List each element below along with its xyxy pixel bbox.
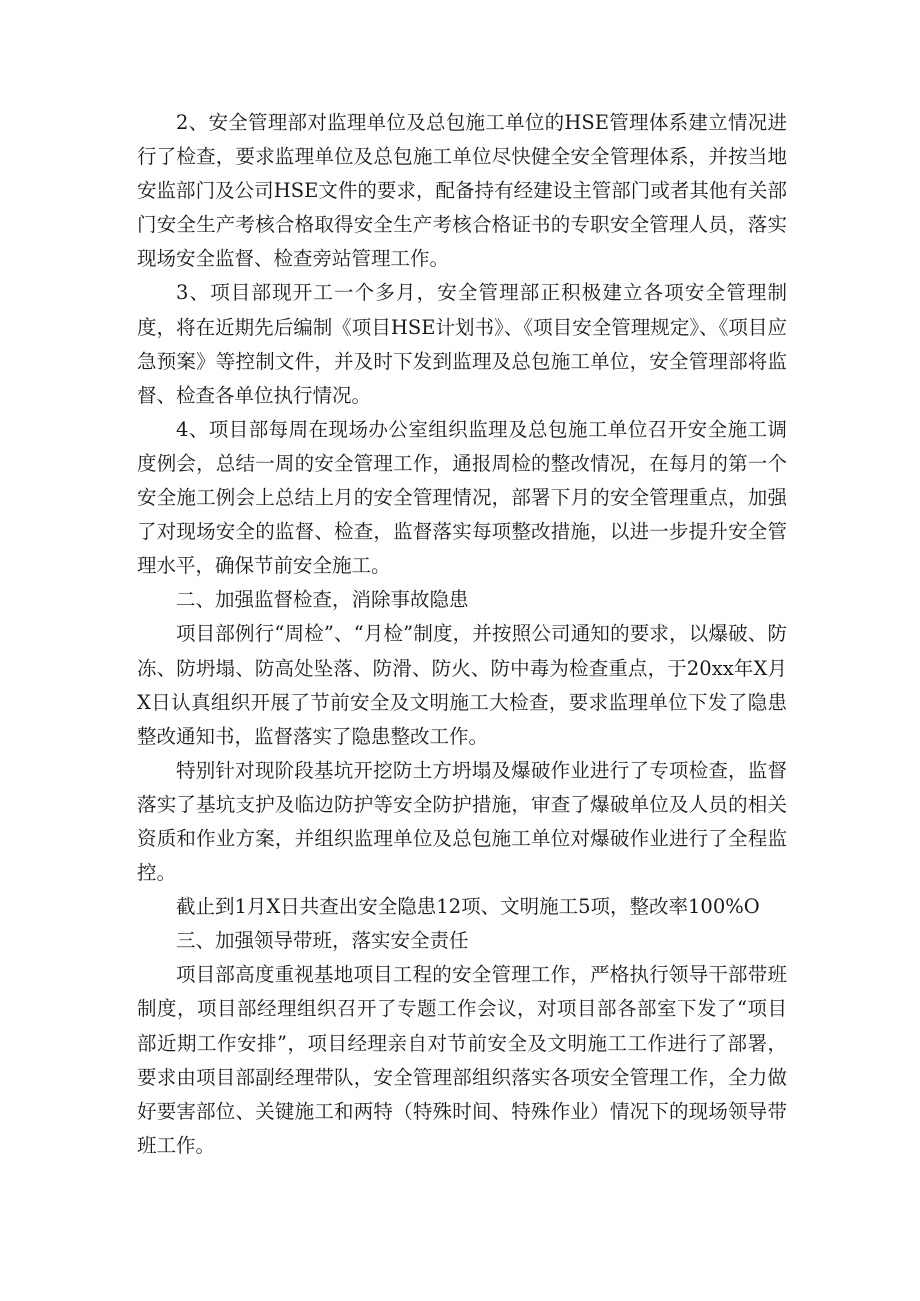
section-heading-2: 二、加强监督检查，消除事故隐患 — [176, 588, 469, 612]
paragraph-special-inspection: 特别针对现阶段基坑开挖防土方坍塌及爆破作业进行了专项检查，监督落实了基坑支护及临边防护等安全防护措施，审查了爆破单位及人员的相关资质和作业方案，并组织监理单位及总包施工单位对爆破作业进行了全程监控。 — [137, 758, 787, 885]
paragraph-inspection: 项目部例行“周检”、“月检”制度，并按照公司通知的要求，以爆破、防冻、防坍塌、防高处坠落、防滑、防火、防中毒为检查重点，于20xx年X月X日认真组织开展了节前安全及文明施工大检查，要求监理单位下发了隐患整改通知书，监督落实了隐患整改工作。 — [137, 622, 787, 748]
section-heading-3: 三、加强领导带班，落实安全责任 — [176, 929, 469, 953]
document-body — [137, 106, 787, 1163]
paragraph-item-4: 4、项目部每周在现场办公室组织监理及总包施工单位召开安全施工调度例会，总结一周的安全管理工作，通报周检的整改情况，在每月的第一个安全施工例会上总结上月的安全管理情况，部署下月的安全管理重点，加强了对现场安全的监督、检查，监督落实每项整改措施，以进一步提升安全管理水平，确保节前安全施工。 — [137, 417, 787, 578]
paragraph-item-2: 2、安全管理部对监理单位及总包施工单位的HSE管理体系建立情况进行了检查，要求监理单位及总包施工单位尽快健全安全管理体系，并按当地安监部门及公司HSE文件的要求，配备持有经建设主管部门或者其他有关部门安全生产考核合格取得安全生产考核合格证书的专职安全管理人员，落实现场安全监督、检查旁站管理工作。 — [137, 111, 787, 271]
paragraph-leadership: 项目部高度重视基地项目工程的安全管理工作，严格执行领导干部带班制度，项目部经理组织召开了专题工作会议，对项目部各部室下发了“项目部近期工作安排”，项目经理亲自对节前安全及文明施工工作进行了部署，要求由项目部副经理带队，安全管理部组织落实各项安全管理工作，全力做好要害部位、关键施工和两特（特殊时间、特殊作业）情况下的现场领导带班工作。 — [137, 963, 787, 1157]
paragraph-hazard-summary: 截止到1月X日共查出安全隐患12项、文明施工5项，整改率100%O — [176, 895, 760, 919]
paragraph-item-3: 3、项目部现开工一个多月，安全管理部正积极建立各项安全管理制度，将在近期先后编制《项目HSE计划书》、《项目安全管理规定》、《项目应急预案》等控制文件，并及时下发到监理及总包施工单位，安全管理部将监督、检查各单位执行情况。 — [137, 281, 787, 407]
